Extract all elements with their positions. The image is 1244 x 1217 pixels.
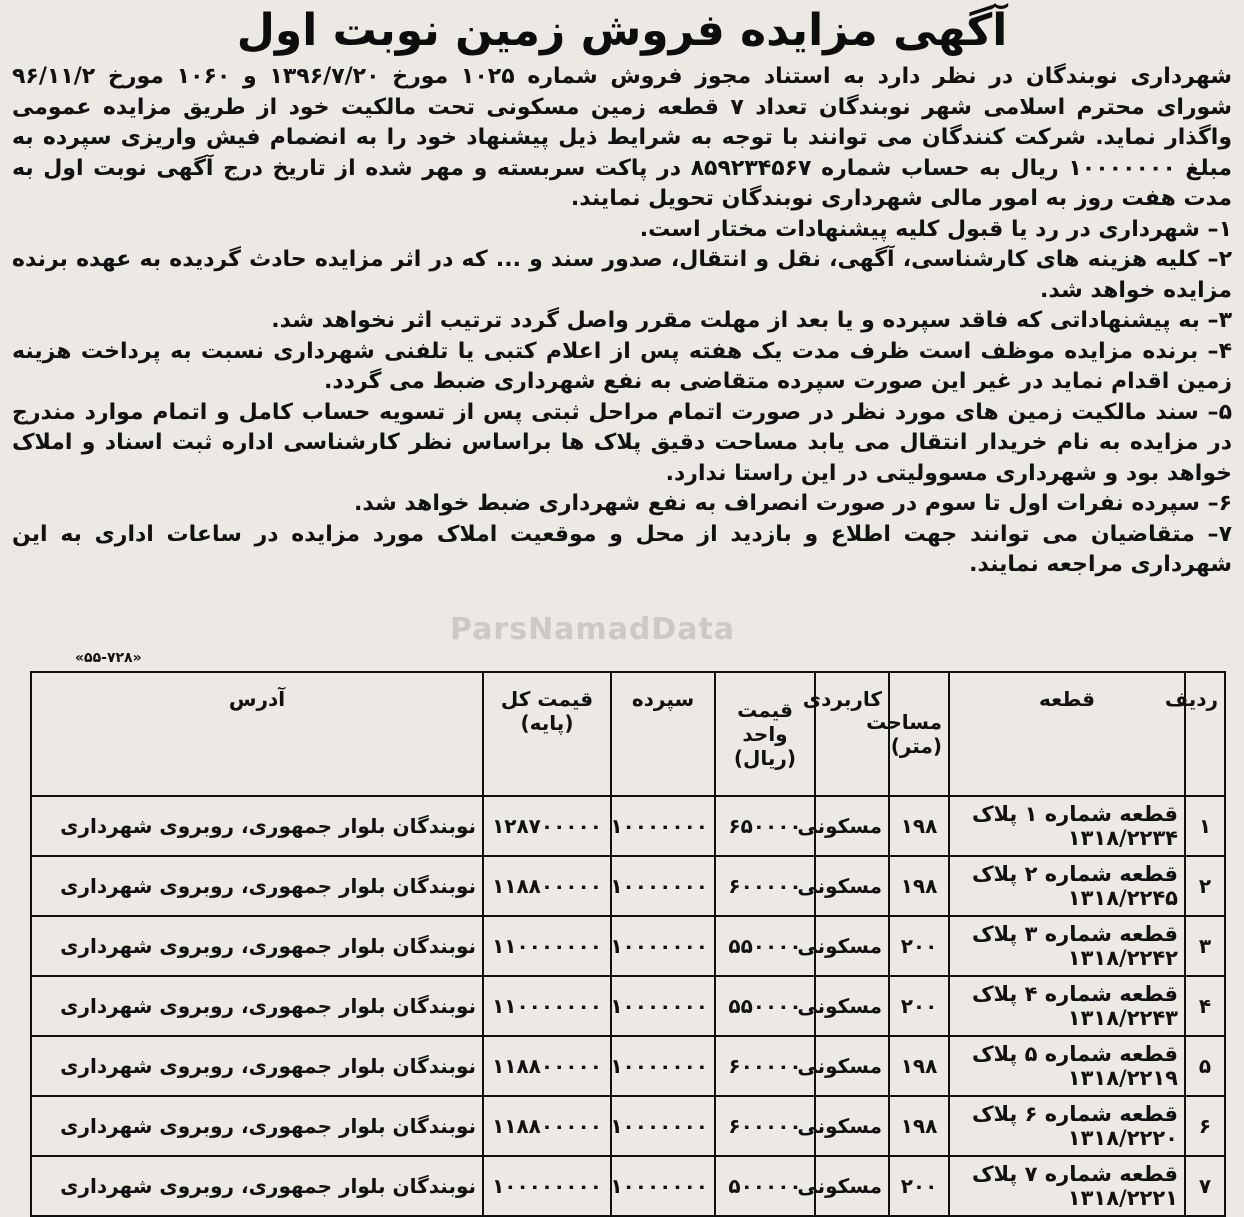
cell-unit-price: ۶۰۰۰۰۰ (715, 1036, 815, 1096)
cell-usage: مسکونی (815, 916, 889, 976)
cell-usage: مسکونی (815, 796, 889, 856)
header-unit-price: قیمت واحد (ریال) (715, 672, 815, 796)
cell-total-price: ۱۱۰۰۰۰۰۰۰ (483, 976, 611, 1036)
cell-deposit: ۱۰۰۰۰۰۰۰ (611, 1096, 715, 1156)
cell-deposit: ۱۰۰۰۰۰۰۰ (611, 916, 715, 976)
table-row (31, 976, 1225, 1036)
table-row (31, 1156, 1225, 1216)
condition-3: ۳– به پیشنهاداتی که فاقد سپرده و یا بعد از مهلت مقرر واصل گردد ترتیب اثر نخواهد شد. (271, 308, 1232, 333)
header-deposit: سپرده (611, 672, 715, 796)
header-usage: کاربردی (815, 672, 889, 796)
cell-deposit: ۱۰۰۰۰۰۰۰ (611, 1036, 715, 1096)
cell-unit-price: ۶۰۰۰۰۰ (715, 856, 815, 916)
cell-total-price: ۱۱۸۸۰۰۰۰۰ (483, 1036, 611, 1096)
cell-parcel: قطعه شماره ۵ پلاک ۱۳۱۸/۲۲۱۹ (949, 1036, 1185, 1096)
cell-address: نوبندگان بلوار جمهوری، روبروی شهرداری (31, 796, 483, 856)
notice-title: آگهی مزایده فروش زمین نوبت اول (236, 5, 1008, 56)
cell-row-number: ۶ (1185, 1096, 1225, 1156)
cell-parcel: قطعه شماره ۴ پلاک ۱۳۱۸/۲۲۴۳ (949, 976, 1185, 1036)
condition-2: ۲– کلیه هزینه های کارشناسی، آگهی، نقل و انتقال، صدور سند و ... که در اثر مزایده حادث گردیده به عهده برنده مزایده خواهد شد. (12, 247, 1232, 303)
cell-unit-price: ۵۵۰۰۰۰ (715, 976, 815, 1036)
cell-row-number: ۳ (1185, 916, 1225, 976)
cell-total-price: ۱۱۸۸۰۰۰۰۰ (483, 856, 611, 916)
condition-7: ۷– متقاضیان می توانند جهت اطلاع و بازدید از محل و موقعیت املاک مورد مزایده در ساعات اداری به این شهرداری مراجعه نمایند. (12, 521, 1232, 577)
cell-total-price: ۱۲۸۷۰۰۰۰۰ (483, 796, 611, 856)
header-row-number: ردیف (1185, 672, 1225, 796)
header-address: آدرس (31, 672, 483, 796)
cell-area: ۱۹۸ (889, 796, 949, 856)
condition-6: ۶– سپرده نفرات اول تا سوم در صورت انصراف به نفع شهرداری ضبط خواهد شد. (354, 491, 1232, 516)
cell-row-number: ۱ (1185, 796, 1225, 856)
cell-parcel: قطعه شماره ۷ پلاک ۱۳۱۸/۲۲۲۱ (949, 1156, 1185, 1216)
cell-usage: مسکونی (815, 1156, 889, 1216)
notice-code: «۵۵-۷۲۸» (75, 650, 142, 666)
table-row (31, 1096, 1225, 1156)
cell-parcel: قطعه شماره ۱ پلاک ۱۳۱۸/۲۲۳۴ (949, 796, 1185, 856)
table-row (31, 1036, 1225, 1096)
cell-unit-price: ۵۰۰۰۰۰ (715, 1156, 815, 1216)
cell-row-number: ۲ (1185, 856, 1225, 916)
cell-area: ۱۹۸ (889, 1096, 949, 1156)
cell-address: نوبندگان بلوار جمهوری، روبروی شهرداری (31, 1096, 483, 1156)
cell-parcel: قطعه شماره ۲ پلاک ۱۳۱۸/۲۲۴۵ (949, 856, 1185, 916)
parcels-table (30, 671, 1226, 1217)
condition-5: ۵– سند مالکیت زمین های مورد نظر در صورت اتمام مراحل ثبتی پس از تسویه حساب کامل و اتمام موارد مندرج در مزایده به نام خریدار انتقال می یابد مساحت دقیق پلاک ها براساس نظر کارشناسی اداره ثبت اسناد و املاک خواهد بود و شهرداری مسوولیتی در این راستا ندارد. (12, 399, 1232, 486)
table-row (31, 916, 1225, 976)
header-total-price: قیمت کل (پایه) (483, 672, 611, 796)
cell-total-price: ۱۰۰۰۰۰۰۰۰ (483, 1156, 611, 1216)
cell-deposit: ۱۰۰۰۰۰۰۰ (611, 856, 715, 916)
cell-row-number: ۷ (1185, 1156, 1225, 1216)
cell-deposit: ۱۰۰۰۰۰۰۰ (611, 1156, 715, 1216)
cell-address: نوبندگان بلوار جمهوری، روبروی شهرداری (31, 916, 483, 976)
cell-deposit: ۱۰۰۰۰۰۰۰ (611, 796, 715, 856)
intro-paragraph: شهرداری نوبندگان در نظر دارد به استناد مجوز فروش شماره ۱۰۲۵ مورخ ۱۳۹۶/۷/۲۰ و ۱۰۶۰ مورخ ۹۶/۱۱/۲ شورای محترم اسلامی شهر نوبندگان تعداد ۷ قطعه زمین مسکونی تحت مالکیت خود از طریق مزایده عمومی واگذار نماید. شرکت کنندگان می توانند با توجه به شرایط ذیل پیشنهاد خود را به انضمام فیش واریزی سپرده به مبلغ ۱۰۰۰۰۰۰۰ ریال به حساب شماره ۸۵۹۲۳۴۵۶۷ در پاکت سربسته و مهر شده از تاریخ درج آگهی نوبت اول به مدت هفت روز به امور مالی شهرداری نوبندگان تحویل نمایند. (12, 64, 1232, 211)
cell-total-price: ۱۱۰۰۰۰۰۰۰ (483, 916, 611, 976)
cell-area: ۱۹۸ (889, 1036, 949, 1096)
cell-area: ۲۰۰ (889, 916, 949, 976)
cell-usage: مسکونی (815, 856, 889, 916)
table-header-row (31, 672, 1225, 796)
cell-unit-price: ۵۵۰۰۰۰ (715, 916, 815, 976)
cell-address: نوبندگان بلوار جمهوری، روبروی شهرداری (31, 1156, 483, 1216)
watermark: ParsNamadData (450, 612, 736, 647)
cell-usage: مسکونی (815, 976, 889, 1036)
table-row (31, 796, 1225, 856)
cell-parcel: قطعه شماره ۳ پلاک ۱۳۱۸/۲۲۴۲ (949, 916, 1185, 976)
header-parcel: قطعه (949, 672, 1185, 796)
cell-usage: مسکونی (815, 1036, 889, 1096)
cell-area: ۲۰۰ (889, 976, 949, 1036)
condition-1: ۱– شهرداری در رد یا قبول کلیه پیشنهادات مختار است. (639, 216, 1232, 242)
notice-body (12, 62, 1232, 581)
header-area: مساحت (متر) (889, 672, 949, 796)
cell-address: نوبندگان بلوار جمهوری، روبروی شهرداری (31, 976, 483, 1036)
table-row (31, 856, 1225, 916)
cell-row-number: ۵ (1185, 1036, 1225, 1096)
cell-row-number: ۴ (1185, 976, 1225, 1036)
condition-4: ۴– برنده مزایده موظف است ظرف مدت یک هفته پس از اعلام کتبی یا تلفنی شهرداری نسبت به پرداخت هزینه زمین اقدام نماید در غیر این صورت سپرده متقاضی به نفع شهرداری ضبط می گردد. (12, 338, 1232, 394)
cell-unit-price: ۶۵۰۰۰۰ (715, 796, 815, 856)
cell-unit-price: ۶۰۰۰۰۰ (715, 1096, 815, 1156)
cell-deposit: ۱۰۰۰۰۰۰۰ (611, 976, 715, 1036)
cell-parcel: قطعه شماره ۶ پلاک ۱۳۱۸/۲۲۲۰ (949, 1096, 1185, 1156)
cell-total-price: ۱۱۸۸۰۰۰۰۰ (483, 1096, 611, 1156)
cell-address: نوبندگان بلوار جمهوری، روبروی شهرداری (31, 1036, 483, 1096)
cell-area: ۲۰۰ (889, 1156, 949, 1216)
cell-address: نوبندگان بلوار جمهوری، روبروی شهرداری (31, 856, 483, 916)
cell-area: ۱۹۸ (889, 856, 949, 916)
cell-usage: مسکونی (815, 1096, 889, 1156)
